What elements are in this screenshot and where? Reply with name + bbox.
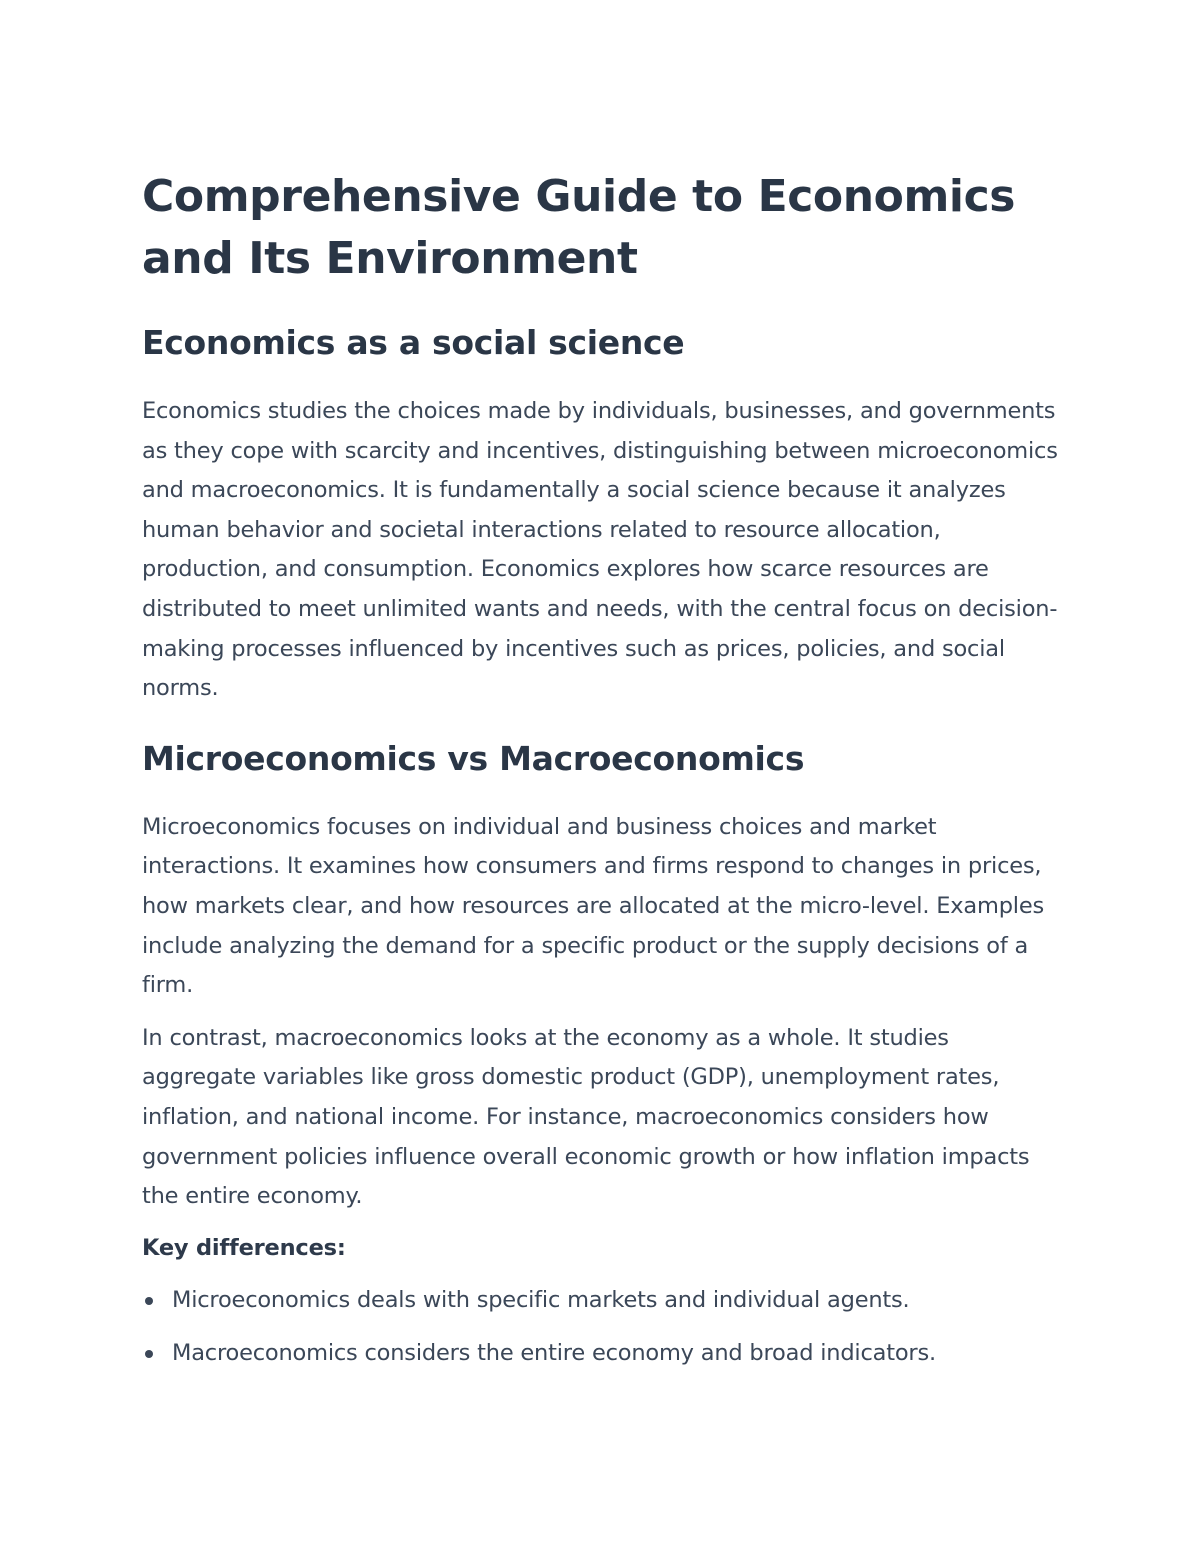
bullet-icon <box>145 1350 153 1358</box>
list-item <box>142 1281 1060 1321</box>
list-item <box>142 1334 1060 1374</box>
section-heading-social-science: Economics as a social science <box>142 323 685 362</box>
document-title: Comprehensive Guide to Economics and Its Environment <box>142 171 1016 284</box>
section-heading-micro-vs-macro: Microeconomics vs Macroeconomics <box>142 738 805 778</box>
paragraph-microeconomics: Microeconomics focuses on individual and business choices and market interactions. It examines how consumers and firms respond to changes in prices, how markets clear, and how resources are allocated at the micro-level. Examples include analyzing the demand for a specific product or the supply decisions of a firm. <box>142 813 1044 999</box>
key-differences-label: Key differences: <box>142 1234 346 1261</box>
key-differences-list <box>142 1281 1060 1373</box>
list-item-text: Macroeconomics considers the entire economy and broad indicators. <box>172 1339 936 1366</box>
document-page <box>142 166 1060 1386</box>
paragraph-macroeconomics: In contrast, macroeconomics looks at the economy as a whole. It studies aggregate variables like gross domestic product (GDP), unemployment rates, inflation, and national income. For instance, macroeconomics considers how government policies influence overall economic growth or how inflation impacts the entire economy. <box>142 1024 1030 1210</box>
paragraph-social-science: Economics studies the choices made by individuals, businesses, and governments as they cope with scarcity and incentives, distinguishing between microeconomics and macroeconomics. It is fundamentally a social science because it analyzes human behavior and societal interactions related to resource allocation, production, and consumption. Economics explores how scarce resources are distributed to meet unlimited wants and needs, with the central focus on decision-making processes influenced by incentives such as prices, policies, and social norms. <box>142 398 1058 702</box>
bullet-icon <box>145 1297 153 1305</box>
list-item-text: Microeconomics deals with specific markets and individual agents. <box>172 1287 910 1314</box>
